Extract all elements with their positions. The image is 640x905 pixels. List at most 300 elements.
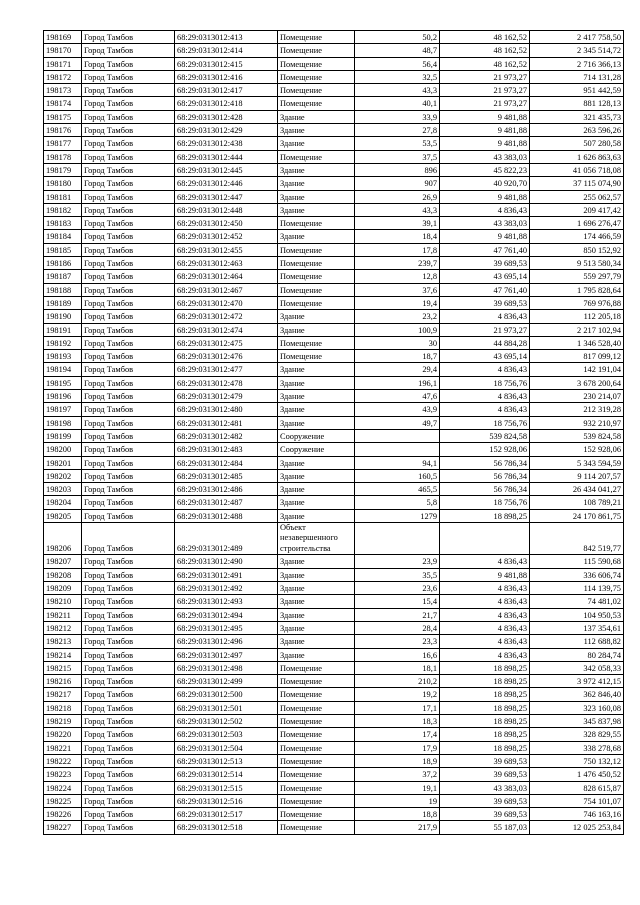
object-type-cell: Помещение [278, 794, 355, 807]
specific-value-cell: 56 786,34 [440, 456, 530, 469]
specific-value-cell: 45 822,23 [440, 163, 530, 176]
locality-cell: Город Тамбов [82, 456, 175, 469]
row-number-cell: 198185 [44, 243, 82, 256]
cadastral-number-cell: 68:29:0313012:479 [175, 390, 278, 403]
area-cell: 49,7 [355, 416, 440, 429]
locality-cell: Город Тамбов [82, 203, 175, 216]
object-type-cell: Здание [278, 635, 355, 648]
specific-value-cell: 4 836,43 [440, 310, 530, 323]
area-cell [355, 443, 440, 456]
cadastral-value-cell: 539 824,58 [530, 429, 624, 442]
area-cell: 100,9 [355, 323, 440, 336]
area-cell: 15,4 [355, 595, 440, 608]
area-cell: 17,8 [355, 243, 440, 256]
cadastral-number-cell: 68:29:0313012:490 [175, 555, 278, 568]
object-type-cell: Помещение [278, 336, 355, 349]
cadastral-number-cell: 68:29:0313012:482 [175, 429, 278, 442]
area-cell: 26,9 [355, 190, 440, 203]
specific-value-cell: 18 756,76 [440, 496, 530, 509]
locality-cell: Город Тамбов [82, 177, 175, 190]
object-type-cell: Здание [278, 203, 355, 216]
specific-value-cell: 9 481,88 [440, 124, 530, 137]
cadastral-value-cell: 1 795 828,64 [530, 283, 624, 296]
specific-value-cell: 48 162,52 [440, 31, 530, 44]
cadastral-number-cell: 68:29:0313012:518 [175, 821, 278, 834]
cadastral-value-cell: 3 678 200,64 [530, 376, 624, 389]
locality-cell: Город Тамбов [82, 675, 175, 688]
object-type-cell: Помещение [278, 715, 355, 728]
cadastral-number-cell: 68:29:0313012:501 [175, 701, 278, 714]
table-row [44, 57, 624, 70]
table-row [44, 456, 624, 469]
specific-value-cell: 48 162,52 [440, 44, 530, 57]
cadastral-value-cell: 507 280,58 [530, 137, 624, 150]
table-row [44, 821, 624, 834]
cadastral-value-cell: 338 278,68 [530, 741, 624, 754]
specific-value-cell: 9 481,88 [440, 137, 530, 150]
row-number-cell: 198220 [44, 728, 82, 741]
table-row [44, 741, 624, 754]
specific-value-cell: 39 689,53 [440, 257, 530, 270]
cadastral-number-cell: 68:29:0313012:488 [175, 509, 278, 522]
locality-cell: Город Тамбов [82, 323, 175, 336]
cadastral-value-cell: 881 128,13 [530, 97, 624, 110]
cadastral-value-cell: 263 596,26 [530, 124, 624, 137]
object-type-cell: Здание [278, 190, 355, 203]
locality-cell: Город Тамбов [82, 270, 175, 283]
object-type-cell: Здание [278, 509, 355, 522]
object-type-cell: Помещение [278, 741, 355, 754]
area-cell: 43,3 [355, 84, 440, 97]
locality-cell: Город Тамбов [82, 483, 175, 496]
object-type-cell: Помещение [278, 701, 355, 714]
table-row [44, 701, 624, 714]
table-row [44, 44, 624, 57]
row-number-cell: 198202 [44, 469, 82, 482]
object-type-cell: Здание [278, 555, 355, 568]
cadastral-number-cell: 68:29:0313012:476 [175, 350, 278, 363]
specific-value-cell: 18 898,25 [440, 728, 530, 741]
row-number-cell: 198204 [44, 496, 82, 509]
row-number-cell: 198200 [44, 443, 82, 456]
cadastral-number-cell: 68:29:0313012:485 [175, 469, 278, 482]
object-type-cell: Помещение [278, 270, 355, 283]
area-cell: 18,7 [355, 350, 440, 363]
cadastral-value-cell: 559 297,79 [530, 270, 624, 283]
row-number-cell: 198177 [44, 137, 82, 150]
table-row [44, 794, 624, 807]
object-type-cell: Здание [278, 416, 355, 429]
object-type-cell: Помещение [278, 243, 355, 256]
object-type-cell: Здание [278, 568, 355, 581]
row-number-cell: 198190 [44, 310, 82, 323]
table-row [44, 635, 624, 648]
object-type-cell: Помещение [278, 31, 355, 44]
cadastral-number-cell: 68:29:0313012:418 [175, 97, 278, 110]
cadastral-number-cell: 68:29:0313012:516 [175, 794, 278, 807]
cadastral-number-cell: 68:29:0313012:513 [175, 754, 278, 767]
area-cell: 94,1 [355, 456, 440, 469]
specific-value-cell: 18 898,25 [440, 661, 530, 674]
object-type-cell: Помещение [278, 688, 355, 701]
row-number-cell: 198206 [44, 522, 82, 555]
cadastral-number-cell: 68:29:0313012:444 [175, 150, 278, 163]
cadastral-number-cell: 68:29:0313012:445 [175, 163, 278, 176]
table-row [44, 310, 624, 323]
area-cell: 23,3 [355, 635, 440, 648]
locality-cell: Город Тамбов [82, 243, 175, 256]
row-number-cell: 198216 [44, 675, 82, 688]
table-row [44, 429, 624, 442]
object-type-cell: Здание [278, 403, 355, 416]
table-row [44, 70, 624, 83]
object-type-cell: Здание [278, 608, 355, 621]
row-number-cell: 198214 [44, 648, 82, 661]
area-cell: 39,1 [355, 217, 440, 230]
cadastral-value-cell: 321 435,73 [530, 110, 624, 123]
row-number-cell: 198175 [44, 110, 82, 123]
cadastral-number-cell: 68:29:0313012:413 [175, 31, 278, 44]
table-row [44, 483, 624, 496]
locality-cell: Город Тамбов [82, 555, 175, 568]
table-row [44, 150, 624, 163]
object-type-cell: Здание [278, 496, 355, 509]
row-number-cell: 198181 [44, 190, 82, 203]
row-number-cell: 198194 [44, 363, 82, 376]
cadastral-value-table [43, 30, 624, 835]
specific-value-cell: 39 689,53 [440, 794, 530, 807]
object-type-cell: Помещение [278, 808, 355, 821]
cadastral-number-cell: 68:29:0313012:497 [175, 648, 278, 661]
area-cell: 17,9 [355, 741, 440, 754]
object-type-cell: Помещение [278, 821, 355, 834]
cadastral-number-cell: 68:29:0313012:483 [175, 443, 278, 456]
specific-value-cell: 4 836,43 [440, 403, 530, 416]
cadastral-value-cell: 137 354,61 [530, 621, 624, 634]
row-number-cell: 198225 [44, 794, 82, 807]
cadastral-value-cell: 26 434 041,27 [530, 483, 624, 496]
cadastral-value-cell: 2 417 758,50 [530, 31, 624, 44]
table-row [44, 728, 624, 741]
object-type-cell: Сооружение [278, 429, 355, 442]
cadastral-value-cell: 112 688,82 [530, 635, 624, 648]
specific-value-cell: 4 836,43 [440, 635, 530, 648]
row-number-cell: 198179 [44, 163, 82, 176]
locality-cell: Город Тамбов [82, 44, 175, 57]
row-number-cell: 198193 [44, 350, 82, 363]
locality-cell: Город Тамбов [82, 403, 175, 416]
row-number-cell: 198182 [44, 203, 82, 216]
row-number-cell: 198227 [44, 821, 82, 834]
locality-cell: Город Тамбов [82, 781, 175, 794]
locality-cell: Город Тамбов [82, 608, 175, 621]
locality-cell: Город Тамбов [82, 376, 175, 389]
row-number-cell: 198215 [44, 661, 82, 674]
area-cell: 465,5 [355, 483, 440, 496]
cadastral-value-cell: 951 442,59 [530, 84, 624, 97]
cadastral-number-cell: 68:29:0313012:415 [175, 57, 278, 70]
row-number-cell: 198223 [44, 768, 82, 781]
cadastral-value-cell: 114 139,75 [530, 582, 624, 595]
cadastral-number-cell: 68:29:0313012:463 [175, 257, 278, 270]
row-number-cell: 198209 [44, 582, 82, 595]
table-row [44, 416, 624, 429]
cadastral-number-cell: 68:29:0313012:480 [175, 403, 278, 416]
object-type-cell: Здание [278, 456, 355, 469]
area-cell: 23,9 [355, 555, 440, 568]
cadastral-number-cell: 68:29:0313012:470 [175, 296, 278, 309]
area-cell: 33,9 [355, 110, 440, 123]
row-number-cell: 198187 [44, 270, 82, 283]
specific-value-cell: 43 383,03 [440, 781, 530, 794]
locality-cell: Город Тамбов [82, 310, 175, 323]
cadastral-value-cell: 2 716 366,13 [530, 57, 624, 70]
area-cell: 29,4 [355, 363, 440, 376]
row-number-cell: 198180 [44, 177, 82, 190]
cadastral-value-cell: 104 950,53 [530, 608, 624, 621]
area-cell: 17,1 [355, 701, 440, 714]
object-type-cell: Помещение [278, 44, 355, 57]
area-cell: 19,4 [355, 296, 440, 309]
row-number-cell: 198178 [44, 150, 82, 163]
area-cell: 19 [355, 794, 440, 807]
table-row [44, 376, 624, 389]
cadastral-value-cell: 932 210,97 [530, 416, 624, 429]
row-number-cell: 198211 [44, 608, 82, 621]
cadastral-value-cell: 714 131,28 [530, 70, 624, 83]
table-row [44, 203, 624, 216]
cadastral-value-cell: 750 132,12 [530, 754, 624, 767]
table-row [44, 768, 624, 781]
cadastral-number-cell: 68:29:0313012:496 [175, 635, 278, 648]
cadastral-value-cell: 342 058,33 [530, 661, 624, 674]
cadastral-number-cell: 68:29:0313012:503 [175, 728, 278, 741]
row-number-cell: 198191 [44, 323, 82, 336]
specific-value-cell: 9 481,88 [440, 568, 530, 581]
cadastral-value-cell: 5 343 594,59 [530, 456, 624, 469]
table-row [44, 582, 624, 595]
locality-cell: Город Тамбов [82, 754, 175, 767]
row-number-cell: 198205 [44, 509, 82, 522]
table-row [44, 230, 624, 243]
object-type-cell: Помещение [278, 150, 355, 163]
cadastral-value-cell: 817 099,12 [530, 350, 624, 363]
table-body [44, 31, 624, 835]
specific-value-cell: 39 689,53 [440, 754, 530, 767]
cadastral-number-cell: 68:29:0313012:500 [175, 688, 278, 701]
cadastral-value-cell: 142 191,04 [530, 363, 624, 376]
specific-value-cell: 4 836,43 [440, 595, 530, 608]
row-number-cell: 198199 [44, 429, 82, 442]
object-type-cell: Помещение [278, 257, 355, 270]
table-row [44, 754, 624, 767]
cadastral-value-cell: 24 170 861,75 [530, 509, 624, 522]
locality-cell: Город Тамбов [82, 688, 175, 701]
table-row [44, 648, 624, 661]
cadastral-number-cell: 68:29:0313012:498 [175, 661, 278, 674]
area-cell: 21,7 [355, 608, 440, 621]
locality-cell: Город Тамбов [82, 582, 175, 595]
cadastral-number-cell: 68:29:0313012:429 [175, 124, 278, 137]
area-cell: 28,4 [355, 621, 440, 634]
object-type-cell: Здание [278, 469, 355, 482]
specific-value-cell: 18 756,76 [440, 376, 530, 389]
specific-value-cell: 18 898,25 [440, 688, 530, 701]
specific-value-cell: 21 973,27 [440, 84, 530, 97]
row-number-cell: 198221 [44, 741, 82, 754]
cadastral-value-cell: 115 590,68 [530, 555, 624, 568]
table-row [44, 496, 624, 509]
area-cell: 18,4 [355, 230, 440, 243]
locality-cell: Город Тамбов [82, 217, 175, 230]
cadastral-number-cell: 68:29:0313012:477 [175, 363, 278, 376]
object-type-cell: Здание [278, 230, 355, 243]
table-row [44, 243, 624, 256]
locality-cell: Город Тамбов [82, 621, 175, 634]
cadastral-value-cell: 1 476 450,52 [530, 768, 624, 781]
area-cell: 30 [355, 336, 440, 349]
specific-value-cell: 48 162,52 [440, 57, 530, 70]
area-cell: 17,4 [355, 728, 440, 741]
cadastral-value-cell: 12 025 253,84 [530, 821, 624, 834]
area-cell: 210,2 [355, 675, 440, 688]
object-type-cell: Здание [278, 483, 355, 496]
row-number-cell: 198226 [44, 808, 82, 821]
cadastral-number-cell: 68:29:0313012:481 [175, 416, 278, 429]
locality-cell: Город Тамбов [82, 230, 175, 243]
table-row [44, 296, 624, 309]
cadastral-value-cell: 9 513 580,34 [530, 257, 624, 270]
locality-cell: Город Тамбов [82, 416, 175, 429]
row-number-cell: 198188 [44, 283, 82, 296]
row-number-cell: 198210 [44, 595, 82, 608]
table-row [44, 688, 624, 701]
cadastral-number-cell: 68:29:0313012:491 [175, 568, 278, 581]
specific-value-cell: 539 824,58 [440, 429, 530, 442]
specific-value-cell: 39 689,53 [440, 808, 530, 821]
cadastral-value-cell: 842 519,77 [530, 522, 624, 555]
object-type-cell: Здание [278, 323, 355, 336]
object-type-cell: Здание [278, 124, 355, 137]
cadastral-number-cell: 68:29:0313012:448 [175, 203, 278, 216]
cadastral-number-cell: 68:29:0313012:478 [175, 376, 278, 389]
cadastral-number-cell: 68:29:0313012:450 [175, 217, 278, 230]
locality-cell: Город Тамбов [82, 715, 175, 728]
row-number-cell: 198197 [44, 403, 82, 416]
specific-value-cell: 18 898,25 [440, 715, 530, 728]
cadastral-value-cell: 1 346 528,40 [530, 336, 624, 349]
cadastral-number-cell: 68:29:0313012:486 [175, 483, 278, 496]
table-row [44, 781, 624, 794]
cadastral-value-cell: 37 115 074,90 [530, 177, 624, 190]
specific-value-cell: 9 481,88 [440, 190, 530, 203]
specific-value-cell: 4 836,43 [440, 648, 530, 661]
cadastral-value-cell: 345 837,98 [530, 715, 624, 728]
table-row [44, 31, 624, 44]
cadastral-value-cell: 336 606,74 [530, 568, 624, 581]
table-row [44, 84, 624, 97]
object-type-cell: Помещение [278, 350, 355, 363]
cadastral-number-cell: 68:29:0313012:452 [175, 230, 278, 243]
row-number-cell: 198192 [44, 336, 82, 349]
cadastral-number-cell: 68:29:0313012:416 [175, 70, 278, 83]
object-type-cell: Помещение [278, 296, 355, 309]
specific-value-cell: 47 761,40 [440, 283, 530, 296]
area-cell: 18,8 [355, 808, 440, 821]
table-row [44, 137, 624, 150]
locality-cell: Город Тамбов [82, 363, 175, 376]
table-row [44, 555, 624, 568]
table-row [44, 323, 624, 336]
cadastral-number-cell: 68:29:0313012:417 [175, 84, 278, 97]
specific-value-cell: 4 836,43 [440, 621, 530, 634]
cadastral-number-cell: 68:29:0313012:446 [175, 177, 278, 190]
specific-value-cell: 43 695,14 [440, 350, 530, 363]
table-row [44, 97, 624, 110]
cadastral-number-cell: 68:29:0313012:499 [175, 675, 278, 688]
cadastral-value-cell: 209 417,42 [530, 203, 624, 216]
specific-value-cell: 21 973,27 [440, 70, 530, 83]
area-cell: 19,1 [355, 781, 440, 794]
document-page [43, 30, 623, 835]
cadastral-value-cell: 828 615,87 [530, 781, 624, 794]
specific-value-cell: 56 786,34 [440, 483, 530, 496]
locality-cell: Город Тамбов [82, 97, 175, 110]
cadastral-value-cell: 212 319,28 [530, 403, 624, 416]
table-row [44, 110, 624, 123]
area-cell: 40,1 [355, 97, 440, 110]
object-type-cell: Здание [278, 310, 355, 323]
object-type-cell: Здание [278, 648, 355, 661]
row-number-cell: 198173 [44, 84, 82, 97]
table-row [44, 808, 624, 821]
cadastral-value-cell: 2 345 514,72 [530, 44, 624, 57]
locality-cell: Город Тамбов [82, 150, 175, 163]
object-type-cell: Помещение [278, 217, 355, 230]
object-type-cell: Помещение [278, 768, 355, 781]
object-type-cell: Здание [278, 163, 355, 176]
area-cell: 47,6 [355, 390, 440, 403]
cadastral-number-cell: 68:29:0313012:464 [175, 270, 278, 283]
area-cell: 56,4 [355, 57, 440, 70]
cadastral-number-cell: 68:29:0313012:487 [175, 496, 278, 509]
row-number-cell: 198203 [44, 483, 82, 496]
object-type-cell: Здание [278, 595, 355, 608]
area-cell: 50,2 [355, 31, 440, 44]
area-cell: 239,7 [355, 257, 440, 270]
object-type-cell: Здание [278, 110, 355, 123]
specific-value-cell: 4 836,43 [440, 363, 530, 376]
cadastral-number-cell: 68:29:0313012:428 [175, 110, 278, 123]
table-row [44, 363, 624, 376]
locality-cell: Город Тамбов [82, 808, 175, 821]
locality-cell: Город Тамбов [82, 84, 175, 97]
cadastral-value-cell: 1 626 863,63 [530, 150, 624, 163]
locality-cell: Город Тамбов [82, 57, 175, 70]
cadastral-number-cell: 68:29:0313012:438 [175, 137, 278, 150]
object-type-cell: Помещение [278, 728, 355, 741]
table-row [44, 336, 624, 349]
area-cell: 37,6 [355, 283, 440, 296]
row-number-cell: 198189 [44, 296, 82, 309]
table-row [44, 595, 624, 608]
cadastral-value-cell: 850 152,92 [530, 243, 624, 256]
cadastral-value-cell: 74 481,02 [530, 595, 624, 608]
area-cell: 217,9 [355, 821, 440, 834]
specific-value-cell: 4 836,43 [440, 555, 530, 568]
locality-cell: Город Тамбов [82, 124, 175, 137]
row-number-cell: 198212 [44, 621, 82, 634]
